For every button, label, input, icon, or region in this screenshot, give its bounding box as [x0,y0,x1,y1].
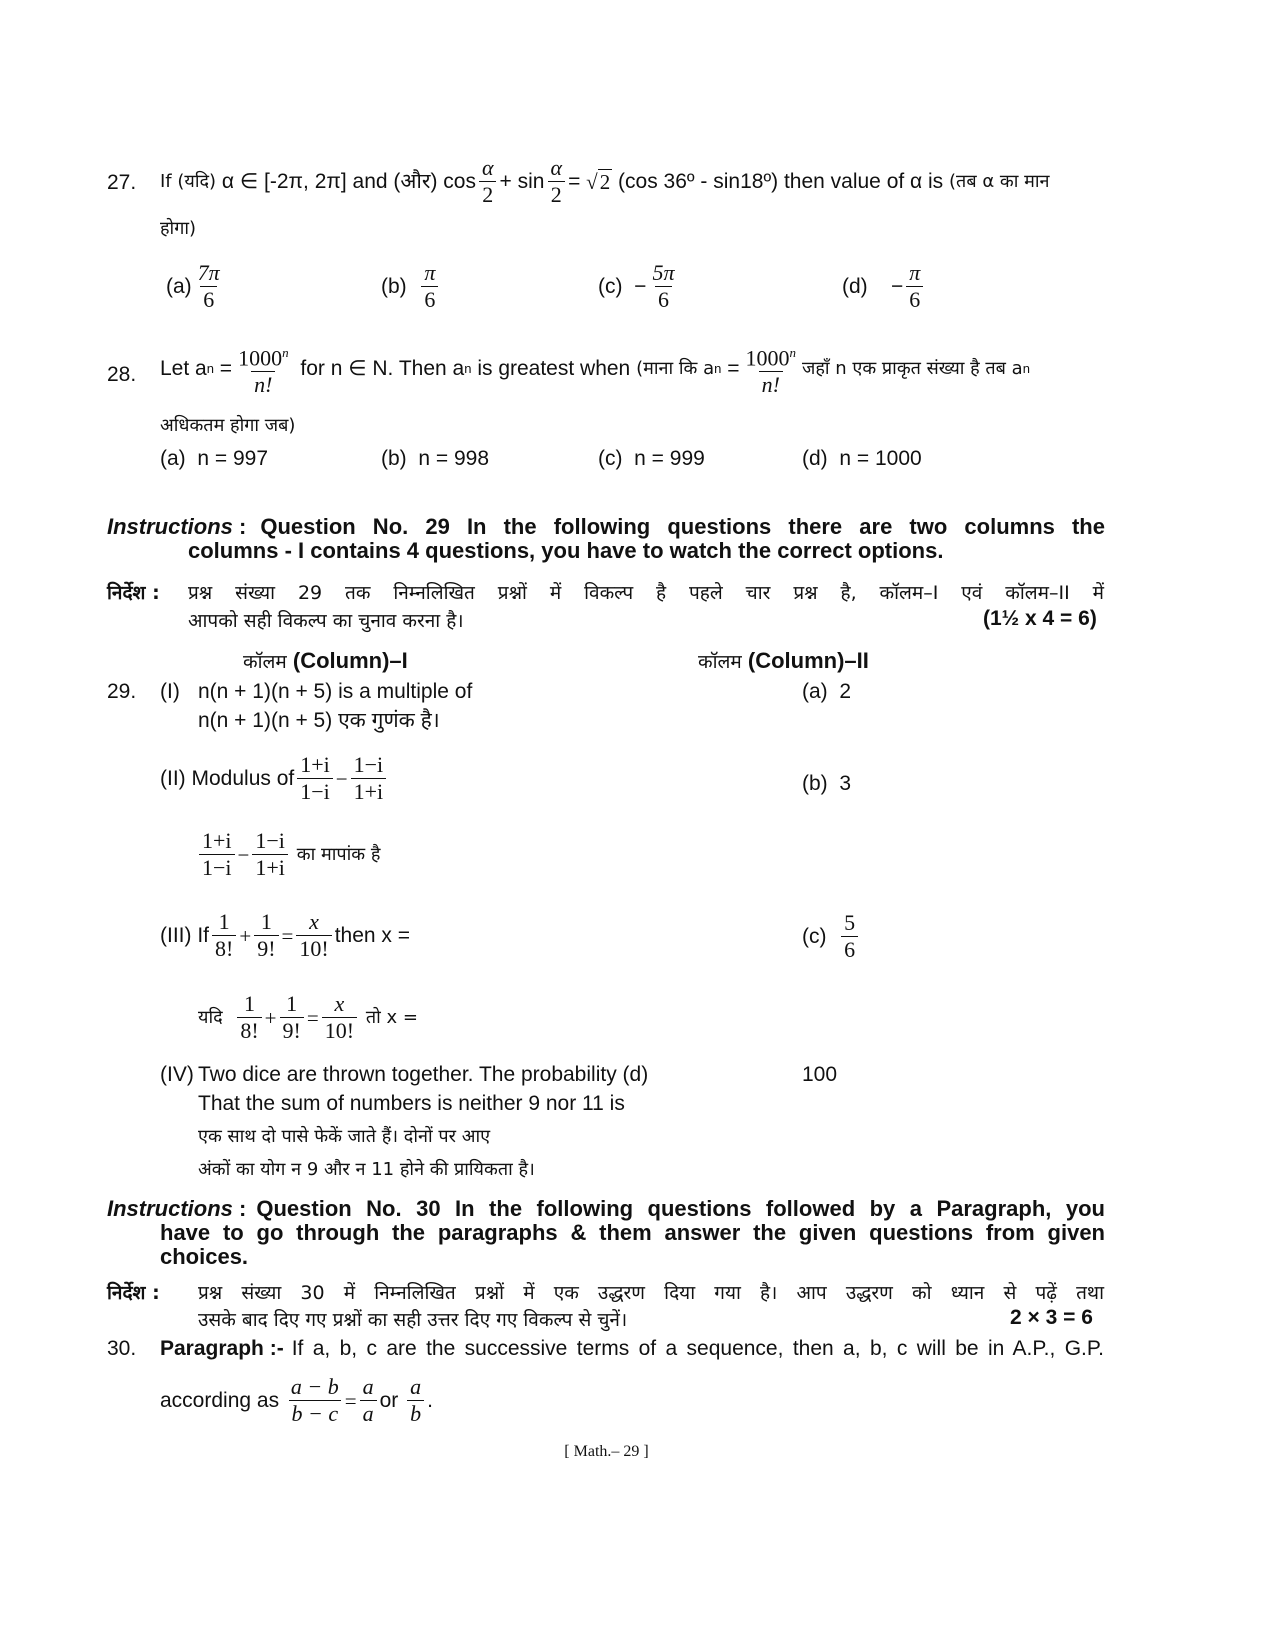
q29-ii-hfrac1 [199,828,235,881]
plus: + [264,1005,277,1030]
frac-num-sup: n [282,345,289,360]
frac-num: π [909,260,921,285]
q29-iii-hfrac3 [322,991,357,1044]
instr29-line1 [107,514,1105,539]
instr29-hindi-line1: प्रश्न संख्या 29 तक निम्नलिखित प्रश्नों में विकल्प है पहले चार प्रश्न है, कॉलम–I एवं कॉलम–II में [188,582,1104,604]
q29-iii-frac3 [296,909,331,962]
q27-hindi-tail: (तब α का मान [949,170,1050,192]
sqrt-radicand: 2 [599,169,611,194]
instr29-line2: columns - I contains 4 questions, you have to watch the correct options. [188,538,944,563]
frac-den: 2 [548,181,565,208]
q28-sub: n [464,361,472,377]
option-value: 2 [839,680,852,703]
col2-header-en: (Column)–II [747,648,869,673]
plus: + [239,923,252,948]
q28-eq: = [219,357,233,381]
q27-sqrt2: √2 [586,169,611,194]
col1-header [243,648,408,675]
eq: = [344,1388,357,1413]
q27-tail: (cos 36º - sin18º) then value of α is [618,169,944,193]
instr30-hindi-line2: उसके बाद दिए गए प्रश्नों का सही उत्तर दिए गए विकल्प से चुनें। [198,1309,628,1331]
q28-option-d [802,446,922,472]
option-label: (b) [381,447,407,470]
q29-iii [160,909,410,962]
q29-iv-label: (IV) [160,1063,194,1086]
q27-option-b [381,260,441,313]
minus: − [237,842,250,867]
option-label: (c) [802,924,827,948]
option-text: n = 999 [634,447,705,470]
q30-period: . [427,1388,433,1412]
q27-plus-sin: + sin [499,169,545,193]
instr29-colon: : [239,514,247,539]
q27-frac1 [479,155,497,208]
frac-den: 6 [421,286,438,313]
option-text: n = 997 [197,447,268,470]
q28-statement [160,340,1030,398]
q30-according-text: according as [160,1388,280,1412]
q29-i-label: (I) [160,680,180,703]
frac-den: b [407,1400,424,1427]
frac-den: 1+i [252,854,288,881]
q29-iii-frac2 [254,909,278,962]
instr29-marks: (1½ x 4 = 6) [983,607,1097,630]
q29-iv-hindi2: अंकों का योग न 9 और न 11 होने की प्रायिकता है। [198,1159,535,1180]
frac-num [742,340,799,371]
frac-den: 1−i [297,778,333,805]
q27-if: If (यदि) [160,170,217,192]
q28-hindi-tail: जहाँ n एक प्राकृत संख्या है तब a [801,358,1023,380]
frac-num: x [309,909,319,934]
col2-header [698,648,869,675]
q30-frac3 [407,1374,424,1427]
q30-frac2 [360,1374,377,1427]
frac-den: a [360,1400,377,1427]
minus: − [335,766,348,791]
instr29-text1: Question No. 29 In the following questions there are two columns the [260,514,1105,539]
frac-num: 1−i [255,828,285,853]
instr30-heading: Instructions [107,1196,233,1221]
frac-den: 6 [841,936,858,963]
eq: = [306,1005,319,1030]
frac-den: n! [759,371,783,398]
instr30-marks: 2 × 3 = 6 [1010,1306,1093,1329]
q27-statement [160,155,1050,208]
instr30-text1: Question No. 30 In the following questions followed by a Paragraph, you [256,1196,1105,1221]
q29-c [802,910,861,963]
frac-den: 10! [296,935,331,962]
q28-eq: = [727,357,740,381]
frac-den: 6 [200,286,217,313]
frac-den: 9! [254,935,278,962]
q29-a [802,679,851,705]
q29-iii-hindi-then: तो x = [365,1006,418,1028]
q29-iii-hfrac2 [280,991,304,1044]
frac-num: x [334,991,345,1016]
frac-num: 5 [844,910,856,935]
frac-num: a [362,1374,374,1399]
frac-num: a − b [290,1374,339,1399]
q28-option-c [598,446,705,472]
frac-den: 8! [237,1017,261,1044]
q28-sub: n [206,361,214,377]
q29-iii-if: If [197,923,210,947]
frac-num: 5π [652,260,675,285]
q28-sub: n [714,361,722,377]
q29-d-value: 100 [802,1063,838,1086]
q27-number: 27. [107,171,137,194]
q28-let: Let a [160,357,207,381]
frac-num: 1 [286,991,298,1016]
option-label: (d) [842,274,868,298]
q28-hindi1: (माना कि a [636,358,715,380]
q29-ii-label: (II) [160,766,186,790]
q29-iii-label: (III) [160,923,192,947]
q27-eq: = [568,169,581,193]
frac-den: n! [251,371,275,398]
frac-num: 1+i [300,752,330,777]
option-frac [195,260,223,313]
option-label: (a) [160,447,186,470]
q27-option-c [598,260,680,313]
q29-number: 29. [107,680,137,703]
instr30-line1 [107,1196,1105,1221]
q29-iv-text1: Two dice are thrown together. The probability (d) [198,1063,649,1086]
option-value: 3 [839,772,852,795]
page-footer: [ Math.– 29 ] [564,1443,649,1460]
option-text: n = 1000 [839,447,922,470]
q28-hindi-line2: अधिकतम होगा जब) [160,415,296,436]
q30-or: or [379,1388,399,1412]
instr29-heading: Instructions [107,514,233,539]
q29-c-frac [841,910,858,963]
frac-num: 1 [260,909,272,934]
q27-frac2 [548,155,566,208]
instr30-line2: have to go through the paragraphs & them answer the given questions from given [160,1220,1105,1245]
frac-den: b − c [289,1400,342,1427]
q28-sub: n [1022,361,1030,377]
q27-option-a [166,260,226,313]
instr30-hindi-label: निर्देश : [107,1282,160,1304]
q29-i-text2: n(n + 1)(n + 5) एक गुणंक है। [198,709,440,732]
frac-den: 9! [280,1017,304,1044]
q30-frac1 [288,1374,342,1427]
option-sign: − [634,274,647,298]
frac-den: 1+i [351,778,387,805]
col1-header-en: (Column)–I [292,648,408,673]
q29-ii-hindi [196,828,380,881]
q27-option-d [842,260,926,313]
frac-num-base: 1000 [238,345,283,371]
frac-den: 8! [212,935,236,962]
q30-according [160,1374,433,1427]
frac-den: 10! [322,1017,357,1044]
q29-iv-hindi1: एक साथ दो पासे फेकें जाते हैं। दोनों पर आए [198,1126,491,1147]
q29-i-text: n(n + 1)(n + 5) is a multiple of [198,680,473,703]
q29-b [802,771,851,797]
q29-ii-frac2 [351,752,387,805]
option-label: (b) [802,772,828,795]
instr29-hindi-line2: आपको सही विकल्प का चुनाव करना है। [188,610,464,632]
q29-iii-then: then x = [334,923,410,947]
q29-ii-text: Modulus of [191,766,295,790]
q29-ii-hfrac2 [252,828,288,881]
option-label: (a) [802,680,828,703]
q29-iii-hindi-if: यदि [198,1006,223,1028]
q28-frac-hindi [742,340,799,398]
q30-text: If a, b, c are the successive terms of a sequence, then a, b, c will be in A.P., G.P. [291,1337,1104,1360]
q27-alpha-in: α ∈ [-2π, 2π] and (और) cos [221,169,476,193]
instr29-hindi-label: निर्देश : [107,582,160,604]
frac-num: α [481,155,494,180]
frac-den: 1−i [199,854,235,881]
q28-mid2: is greatest when [477,357,631,381]
q30-para-label: Paragraph :- [160,1337,284,1360]
option-label: (b) [381,274,407,298]
frac-num: π [424,260,436,285]
q28-number: 28. [107,363,137,386]
frac-num-base: 1000 [745,345,790,371]
frac-num: 1 [218,909,230,934]
eq: = [281,923,294,948]
q29-iv-text2: That the sum of numbers is neither 9 nor 11 is [198,1092,625,1115]
frac-den: 2 [479,181,496,208]
frac-num: 7π [197,260,220,285]
frac-num: α [550,155,563,180]
frac-den: 6 [906,286,923,313]
q27-hindi-line2: होगा) [160,218,197,239]
q29-ii-hindi-text: का मापांक है [296,843,381,865]
q28-option-b [381,446,489,472]
instr30-colon: : [239,1196,247,1221]
q29-ii [160,752,389,805]
option-label: (a) [166,274,192,298]
q29-iii-hfrac1 [237,991,261,1044]
q28-option-a [160,446,268,472]
frac-num: 1+i [202,828,232,853]
q28-frac [235,340,292,398]
frac-num: 1−i [353,752,384,777]
instr30-line3: choices. [160,1244,249,1269]
option-label: (d) [802,447,828,470]
frac-num-sup: n [789,345,796,360]
frac-num [235,340,292,371]
option-text: n = 998 [418,447,489,470]
q29-iii-frac1 [212,909,236,962]
q28-mid: for n ∈ N. Then a [300,357,465,381]
q30-number: 30. [107,1337,137,1360]
option-frac [906,260,923,313]
option-label: (c) [598,447,623,470]
frac-num: a [410,1374,422,1399]
option-frac [421,260,438,313]
q29-ii-frac1 [297,752,333,805]
option-label: (c) [598,274,623,298]
frac-den: 6 [655,286,672,313]
q29-iii-hindi [198,991,418,1044]
option-sign: − [891,274,904,298]
instr30-hindi-line1: प्रश्न संख्या 30 में निम्नलिखित प्रश्नों में एक उद्धरण दिया गया है। आप उद्धरण को ध्यान से पढ़ें तथा [198,1282,1104,1304]
option-frac [649,260,677,313]
q30-paragraph [160,1336,1104,1362]
col1-header-hi: कॉलम [243,651,287,673]
col2-header-hi: कॉलम [698,651,742,673]
frac-num: 1 [244,991,255,1016]
